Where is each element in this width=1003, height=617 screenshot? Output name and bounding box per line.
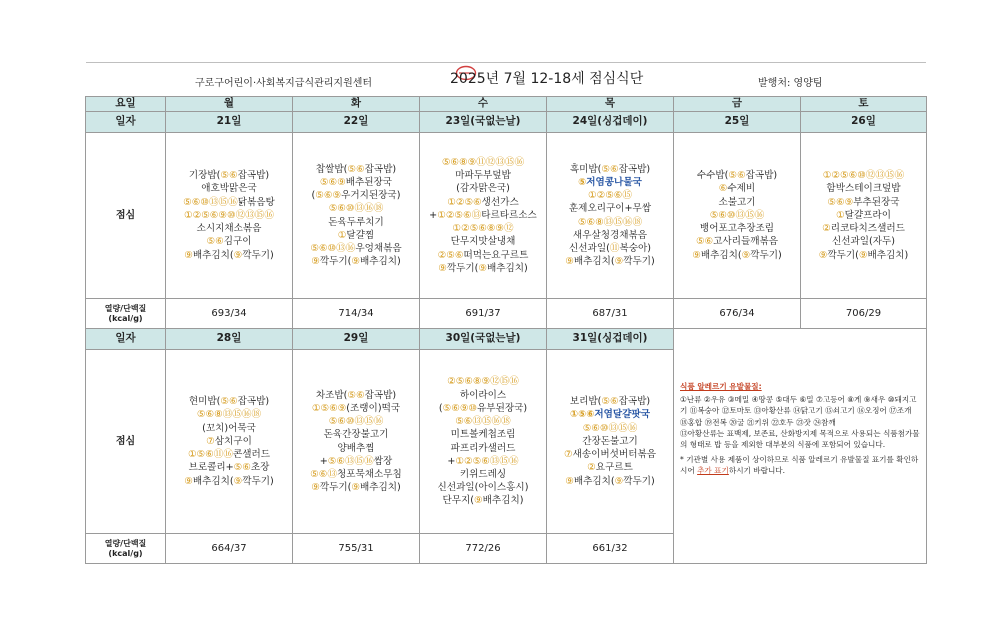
- menu-item: (꼬치)어묵국: [202, 422, 256, 434]
- date-cell: 29일: [293, 329, 420, 350]
- menu-item: +①②⑤⑥⑬타르타르소스: [429, 209, 537, 221]
- menu-cell: [547, 133, 674, 299]
- menu-item: ⑤⑥⑩⑬⑯우엉채볶음: [310, 242, 402, 254]
- menu-item: ②요구르트: [587, 462, 633, 474]
- menu-item: ⑤⑥⑬⑮⑯⑱: [455, 416, 511, 428]
- menu-item: 훈제오리구이+무쌈: [568, 203, 652, 215]
- menu-item: 찹쌀밥(⑤⑥잡곡밥): [315, 163, 397, 175]
- menu-item: ⑤⑥⑧⑨⑪⑫⑬⑮⑯: [441, 157, 525, 169]
- nutrition-row-week1: [86, 299, 927, 329]
- menu-item: ⑤⑥⑨부추된장국: [827, 196, 900, 208]
- allergy-advice-suffix: 하시기 바랍니다.: [728, 466, 786, 476]
- menu-item: ⑨깍두기(⑨배추김치): [818, 249, 909, 261]
- menu-item: 차조밥(⑤⑥잡곡밥): [315, 389, 397, 401]
- menu-item: ①⑤⑥⑪⑯콘샐러드: [187, 449, 271, 461]
- menu-item: 뱅어포고추장조림: [699, 223, 775, 235]
- organization-name: 구로구어린이·사회복지급식관리지원센터: [195, 78, 373, 89]
- menu-cell: [166, 133, 293, 299]
- menu-item: ⑨깍두기(⑨배추김치): [438, 262, 528, 274]
- menu-item: ⑤⑥김구이: [206, 236, 252, 248]
- lunch-label: 점심: [86, 133, 166, 299]
- menu-item: 신선과일(아이스홍시): [437, 482, 529, 494]
- menu-item: (감자맑은국): [456, 183, 510, 195]
- nutrition-label: [86, 534, 166, 564]
- menu-item: +①②⑤⑥⑬⑮⑯: [447, 455, 519, 467]
- menu-cell: [420, 350, 547, 534]
- nutrition-label-text: 열량/단백질: [104, 538, 147, 548]
- menu-item: ⑤⑥⑩⑬⑮⑯닭볶음탕: [183, 196, 275, 208]
- weekday-tue: 화: [293, 97, 420, 112]
- allergy-advice-prefix: * 기관별 사용 제품이 상이하므로 식품 알레르기 유발물질 표기를 확인하시어: [680, 455, 919, 476]
- menu-item: 보리밥(⑤⑥잡곡밥): [569, 396, 651, 408]
- date-label: 일자: [86, 112, 166, 133]
- menu-item: ⑤저염콩나물국: [578, 176, 642, 188]
- menu-item: ⑨깍두기(⑨배추김치): [311, 482, 401, 494]
- menu-item: (⑤⑥⑨우거지된장국): [311, 190, 401, 202]
- allergy-title: 식품 알레르기 유발물질:: [680, 382, 762, 391]
- menu-item: 브로콜리+⑤⑥초장: [188, 462, 270, 474]
- weekday-sat: 토: [801, 97, 927, 112]
- menu-row-week1: [86, 133, 927, 299]
- lunch-menu-table: [85, 96, 927, 564]
- menu-item: ②⑤⑥⑧⑨⑫⑮⑯: [447, 376, 519, 388]
- menu-item: 단무지맛살냉채: [450, 236, 516, 248]
- menu-item: ⑤⑥⑩⑬⑮⑯: [582, 422, 638, 434]
- date-cell: 30일(국없는날): [420, 329, 547, 350]
- date-cell: 23일(국없는날): [420, 112, 547, 133]
- allergy-note-box: [674, 329, 927, 564]
- menu-item: 소시지채소볶음: [196, 223, 262, 235]
- date-cell: 21일: [166, 112, 293, 133]
- menu-item: 소불고기: [718, 196, 756, 208]
- top-rule: [86, 62, 926, 63]
- menu-item: ⑨배추김치(⑨깍두기): [184, 475, 274, 487]
- menu-item: ⑨깍두기(⑨배추김치): [311, 256, 401, 268]
- nutrition-value: 691/37: [420, 299, 547, 329]
- menu-item: 단무지(⑨배추김치): [442, 495, 524, 507]
- menu-cell: [420, 133, 547, 299]
- menu-item: ⑤⑥⑩⑬⑮⑯: [709, 209, 765, 221]
- nutrition-unit: (kcal/g): [108, 548, 143, 558]
- menu-item: ①②⑤⑥생선가스: [447, 196, 519, 208]
- menu-item: 마파두부덮밥: [455, 170, 511, 182]
- menu-item: ⑨배추김치(⑨깍두기): [565, 256, 655, 268]
- menu-item: 하이라이스: [459, 389, 507, 401]
- menu-item: 돈육두루치기: [328, 216, 384, 228]
- menu-item: ⑦새송이버섯버터볶음: [563, 449, 657, 461]
- menu-cell: [293, 133, 420, 299]
- menu-item: ①달걀프라이: [836, 209, 891, 221]
- menu-cell: [166, 350, 293, 534]
- menu-item: +⑤⑥⑬⑮⑯쌈장: [319, 455, 393, 467]
- nutrition-label: [86, 299, 166, 329]
- allergy-sulfite-note: ⑬아황산류는 표백제, 보존료, 산화방지제 목적으로 사용되는 식품첨가물의 형태로 밥 등을 제외한 대부분의 식품에 포함되어 있습니다.: [680, 428, 920, 450]
- menu-item: ①②⑤⑥⑧⑨⑫: [452, 223, 514, 235]
- weekday-row: [86, 97, 927, 112]
- menu-item: ①⑤⑥저염달걀팟국: [570, 409, 650, 421]
- nutrition-unit: (kcal/g): [108, 313, 143, 323]
- nutrition-value: 664/37: [166, 534, 293, 564]
- menu-cell: [547, 350, 674, 534]
- menu-item: ⑥수제비: [718, 183, 756, 195]
- weekday-mon: 월: [166, 97, 293, 112]
- nutrition-label-text: 열량/단백질: [104, 303, 147, 313]
- allergy-advice: [680, 454, 920, 476]
- nutrition-value: 693/34: [166, 299, 293, 329]
- menu-item: 간장돈불고기: [582, 435, 638, 447]
- menu-item: (⑤⑥⑨⑩유부된장국): [438, 402, 528, 414]
- menu-item: 수수밥(⑤⑥잡곡밥): [696, 170, 778, 182]
- menu-item: ②리코타치즈샐러드: [822, 223, 905, 235]
- menu-item: ⑤⑥⑩⑬⑮⑯: [328, 416, 384, 428]
- weekday-fri: 금: [674, 97, 801, 112]
- menu-cell: [674, 133, 801, 299]
- date-cell: 24일(싱겁데이): [547, 112, 674, 133]
- menu-item: 새우살청경채볶음: [572, 229, 648, 241]
- date-cell: 25일: [674, 112, 801, 133]
- menu-item: 애호박맑은국: [201, 183, 257, 195]
- allergy-advice-highlight: 추가 표기: [697, 466, 729, 476]
- menu-item: ⑤⑥⑬청포묵채소무침: [310, 468, 402, 480]
- menu-item: 신선과일(⑪복숭아): [569, 242, 651, 254]
- date-row-week2: [86, 329, 927, 350]
- menu-item: 키위드레싱: [459, 468, 507, 480]
- allergy-items: ①난류 ②우유 ③메밀 ④땅콩 ⑤대두 ⑥밀 ⑦고등어 ⑧게 ⑨새우 ⑩돼지고기 ⑪복숭아 ⑫토마토 ⑬아황산류 ⑭닭고기 ⑮쇠고기 ⑯오징어 ⑰조개 ⑱홍합 ⑲전복 ⑳굴 ㉑키위 ㉒호두 ㉓잣 ㉔참깨: [680, 395, 917, 427]
- weekday-label: 요일: [86, 97, 166, 112]
- menu-item: ②⑤⑥떠먹는요구르트: [437, 249, 529, 261]
- nutrition-value: 676/34: [674, 299, 801, 329]
- menu-item: ①②⑤⑥⑨⑩⑫⑬⑮⑯: [184, 209, 274, 221]
- menu-item: ⑤⑥⑨배추된장국: [319, 176, 393, 188]
- menu-item: ①달걀찜: [337, 229, 375, 241]
- menu-item: ⑨배추김치(⑨깍두기): [692, 249, 782, 261]
- nutrition-value: 772/26: [420, 534, 547, 564]
- menu-item: ⑨배추김치(⑨깍두기): [184, 249, 274, 261]
- menu-item: ①⑤⑥⑨(조랭이)떡국: [311, 402, 401, 414]
- publisher-value: 영양팀: [793, 78, 823, 89]
- date-cell: 26일: [801, 112, 927, 133]
- date-cell: 28일: [166, 329, 293, 350]
- nutrition-value: 714/34: [293, 299, 420, 329]
- weekday-thu: 목: [547, 97, 674, 112]
- menu-item: ⑦삼치구이: [206, 435, 252, 447]
- date-cell: 22일: [293, 112, 420, 133]
- menu-item: 흑미밥(⑤⑥잡곡밥): [569, 163, 651, 175]
- date-cell: 31일(싱겁데이): [547, 329, 674, 350]
- menu-item: 현미밥(⑤⑥잡곡밥): [188, 396, 270, 408]
- publisher: [758, 74, 823, 89]
- nutrition-value: 755/31: [293, 534, 420, 564]
- menu-item: 함박스테이크덮밥: [826, 183, 901, 195]
- weekday-wed: 수: [420, 97, 547, 112]
- menu-cell: [801, 133, 927, 299]
- menu-item: ⑨배추김치(⑨깍두기): [565, 475, 655, 487]
- publisher-label: 발행처:: [758, 78, 791, 89]
- date-label: 일자: [86, 329, 166, 350]
- lunch-label: 점심: [86, 350, 166, 534]
- menu-item: ①②⑤⑥⑮: [588, 190, 632, 202]
- menu-item: 신선과일(자두): [831, 236, 896, 248]
- menu-item: 돈육간장불고기: [323, 429, 389, 441]
- menu-item: ⑤⑥⑧⑬⑮⑯⑱: [196, 409, 262, 421]
- nutrition-value: 687/31: [547, 299, 674, 329]
- menu-item: 기장밥(⑤⑥잡곡밥): [188, 170, 270, 182]
- nutrition-value: 661/32: [547, 534, 674, 564]
- date-row-week1: [86, 112, 927, 133]
- menu-item: 파프리카샐러드: [450, 442, 516, 454]
- menu-item: ①②⑤⑥⑩⑫⑬⑮⑯: [822, 170, 905, 182]
- menu-item: 양배추찜: [337, 442, 375, 454]
- page-title: 2025년 7월 12-18세 점심식단: [450, 71, 644, 87]
- menu-item: ⑤⑥⑩⑬⑯⑱: [328, 203, 384, 215]
- menu-item: ⑤⑥⑧⑬⑮⑯⑱: [577, 216, 643, 228]
- nutrition-value: 706/29: [801, 299, 927, 329]
- menu-item: ⑤⑥고사리들깨볶음: [695, 236, 779, 248]
- menu-item: 미트볼케첩조림: [450, 429, 516, 441]
- menu-cell: [293, 350, 420, 534]
